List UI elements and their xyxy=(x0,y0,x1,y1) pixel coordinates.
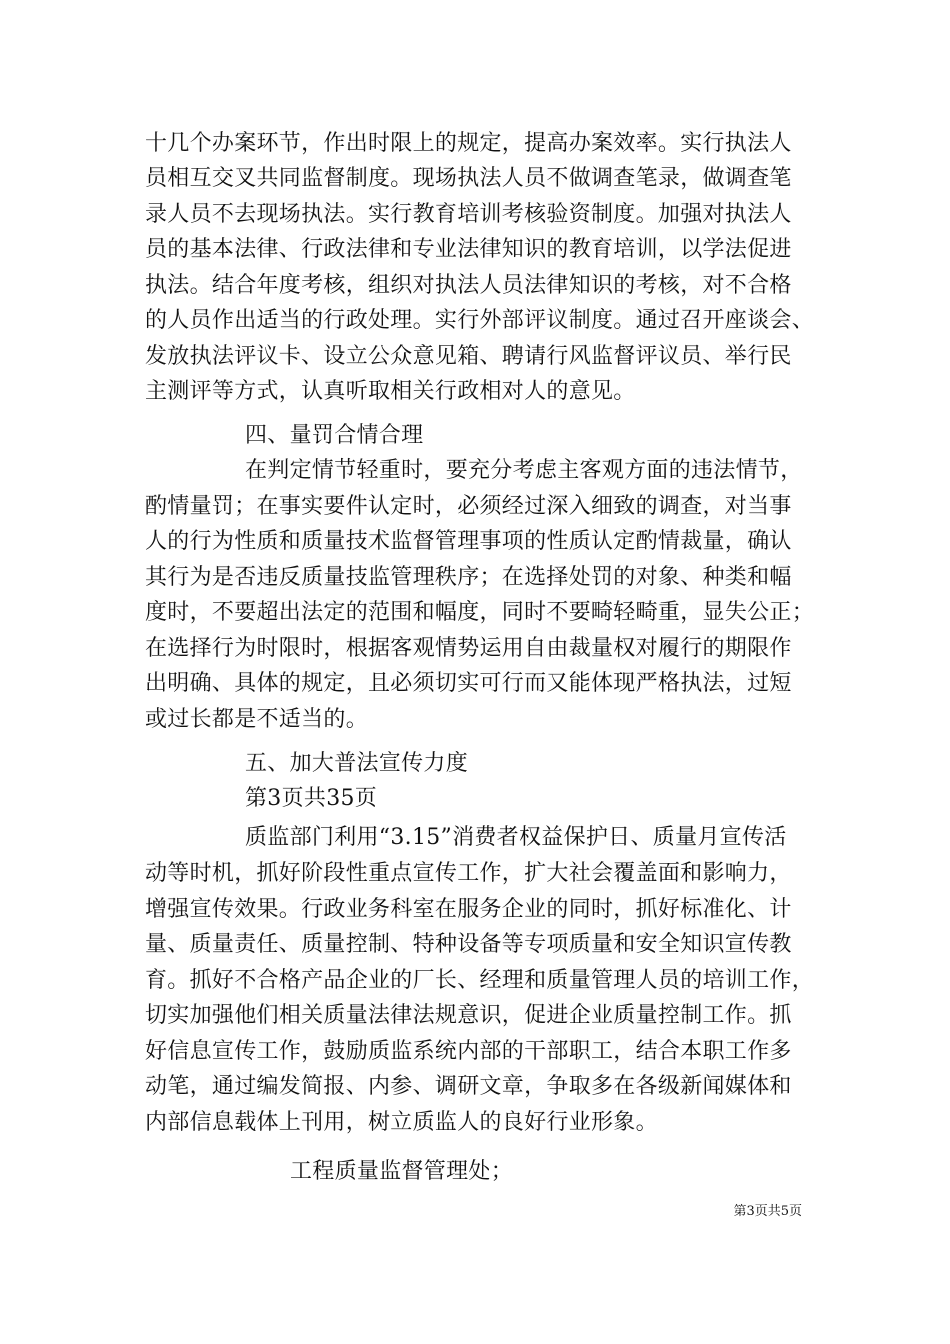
paragraph-3-line: 质监部门利用“3.15”消费者权益保护日、质量月宣传活 xyxy=(245,825,787,850)
paragraph-1-line: 录人员不去现场执法。实行教育培训考核验资制度。加强对执法人 xyxy=(145,202,792,227)
paragraph-3-line: 动等时机，抓好阶段性重点宣传工作，扩大社会覆盖面和影响力， xyxy=(145,861,792,886)
paragraph-1-line: 的人员作出适当的行政处理。实行外部评议制度。通过召开座谈会、 xyxy=(145,308,815,333)
paragraph-2-line: 度时，不要超出法定的范围和幅度，同时不要畸轻畸重，显失公正； xyxy=(145,600,815,625)
paragraph-1-line: 员相互交叉共同监督制度。现场执法人员不做调查笔录，做调查笔 xyxy=(145,166,792,191)
section-heading-4: 四、量罚合情合理 xyxy=(245,423,424,448)
paragraph-2-line: 在判定情节轻重时，要充分考虑主客观方面的违法情节， xyxy=(245,458,803,483)
paragraph-1-line: 员的基本法律、行政法律和专业法律知识的教育培训，以学法促进 xyxy=(145,237,792,262)
paragraph-1-line: 主测评等方式，认真听取相关行政相对人的意见。 xyxy=(145,379,636,404)
paragraph-3-line: 量、质量责任、质量控制、特种设备等专项质量和安全知识宣传教 xyxy=(145,932,792,957)
inline-page-marker: 第3页共35页 xyxy=(245,786,378,811)
paragraph-3-line: 动笔，通过编发简报、内参、调研文章，争取多在各级新闻媒体和 xyxy=(145,1074,792,1099)
paragraph-2-line: 酌情量罚；在事实要件认定时，必须经过深入细致的调查，对当事 xyxy=(145,494,792,519)
paragraph-2-line: 出明确、具体的规定，且必须切实可行而又能体现严格执法，过短 xyxy=(145,671,792,696)
paragraph-3-line: 育。抓好不合格产品企业的厂长、经理和质量管理人员的培训工作， xyxy=(145,968,815,993)
paragraph-3-line: 增强宣传效果。行政业务科室在服务企业的同时，抓好标准化、计 xyxy=(145,897,792,922)
paragraph-2-line: 人的行为性质和质量技术监督管理事项的性质认定酌情裁量，确认 xyxy=(145,529,792,554)
paragraph-3-line: 切实加强他们相关质量法律法规意识，促进企业质量控制工作。抓 xyxy=(145,1003,792,1028)
paragraph-2-line: 在选择行为时限时，根据客观情势运用自由裁量权对履行的期限作 xyxy=(145,636,792,661)
paragraph-2-line: 或过长都是不适当的。 xyxy=(145,707,369,732)
paragraph-2-line: 其行为是否违反质量技监管理秩序；在选择处罚的对象、种类和幅 xyxy=(145,565,792,590)
paragraph-1-line: 十几个办案环节，作出时限上的规定，提高办案效率。实行执法人 xyxy=(145,131,792,156)
paragraph-1-line: 发放执法评议卡、设立公众意见箱、聘请行风监督评议员、举行民 xyxy=(145,344,792,369)
section-heading-5: 五、加大普法宣传力度 xyxy=(245,751,469,776)
closing-line: 工程质量监督管理处； xyxy=(290,1159,514,1184)
paragraph-1-line: 执法。结合年度考核，组织对执法人员法律知识的考核，对不合格 xyxy=(145,273,792,298)
paragraph-3-line: 内部信息载体上刊用，树立质监人的良好行业形象。 xyxy=(145,1110,658,1135)
page-footer: 第3页共5页 xyxy=(733,1204,802,1219)
paragraph-3-line: 好信息宣传工作，鼓励质监系统内部的干部职工，结合本职工作多 xyxy=(145,1039,792,1064)
